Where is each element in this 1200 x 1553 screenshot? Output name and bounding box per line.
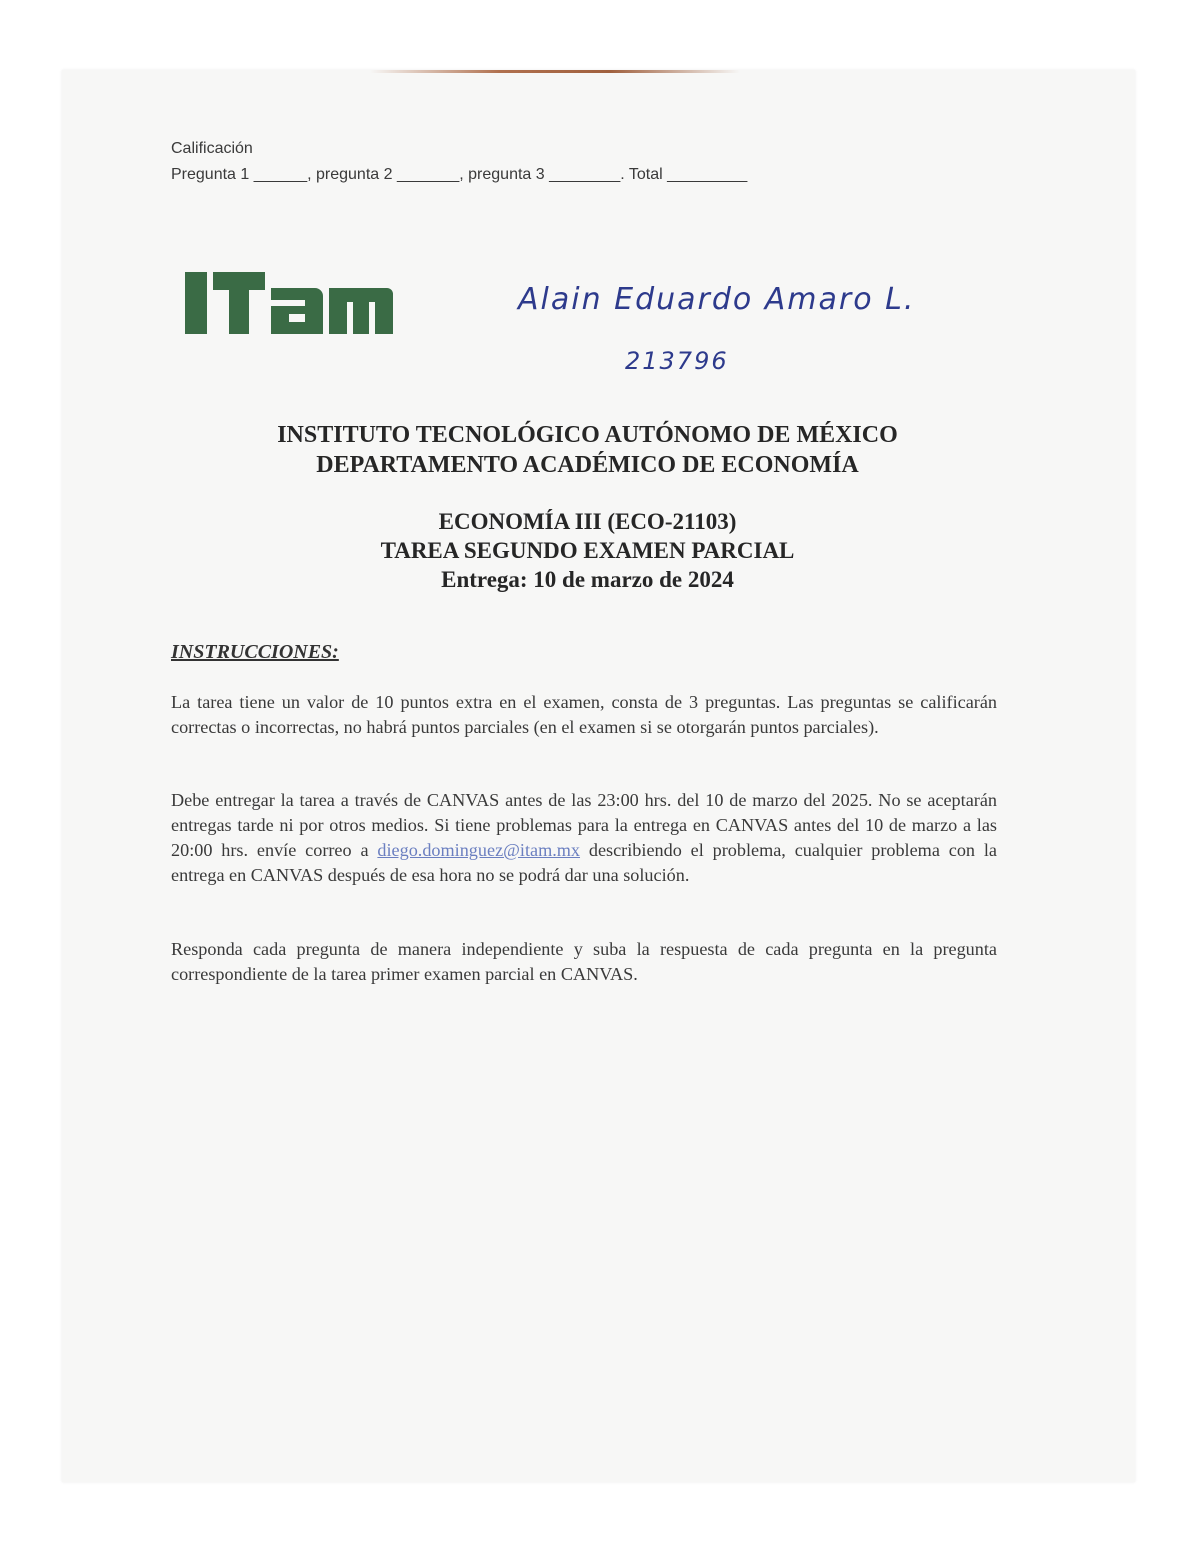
grading-box (171, 136, 747, 188)
instructions-paragraph-2: Debe entregar la tarea a través de CANVAS antes de las 23:00 hrs. del 10 de marzo del 2025. No se aceptarán entregas tarde ni por otros medios. Si tiene problemas para la entrega en CANVAS antes del 10 de marzo a las 20:00 hrs. envíe correo a diego.dominguez@itam.mx describiendo el problema, cualquier problema con la entrega en CANVAS después de esa hora no se podrá dar una solución. (171, 790, 997, 885)
itam-logo (185, 268, 395, 336)
instructions-heading: INSTRUCCIONES: (171, 641, 339, 663)
grading-line: Pregunta 1 ______, pregunta 2 _______, pregunta 3 ________. Total _________ (171, 166, 748, 183)
department-name: DEPARTAMENTO ACADÉMICO DE ECONOMÍA (316, 452, 859, 478)
handwritten-student-name: Alain Eduardo Amaro L. (518, 282, 916, 317)
course-header (0, 507, 1175, 594)
grading-title: Calificación (171, 140, 253, 157)
due-date: Entrega: 10 de marzo de 2024 (441, 567, 734, 592)
institution-header (0, 420, 1175, 480)
course-name: ECONOMÍA III (ECO-21103) (438, 509, 737, 534)
email-link[interactable]: diego.dominguez@itam.mx (377, 840, 581, 860)
instructions-paragraph-1: La tarea tiene un valor de 10 puntos extra en el examen, consta de 3 preguntas. Las preguntas se calificarán correctas o incorrectas, no habrá puntos parciales (en el examen si se otorgarán puntos parciales). (171, 692, 997, 737)
handwritten-student-id: 213796 (625, 347, 729, 375)
institution-name: INSTITUTO TECNOLÓGICO AUTÓNOMO DE MÉXICO (277, 422, 898, 448)
page-edge-shadow (370, 70, 740, 73)
assignment-title: TAREA SEGUNDO EXAMEN PARCIAL (380, 538, 795, 563)
instructions-paragraph-3: Responda cada pregunta de manera independiente y suba la respuesta de cada pregunta en la pregunta correspondiente de la tarea primer examen parcial en CANVAS. (171, 939, 997, 984)
